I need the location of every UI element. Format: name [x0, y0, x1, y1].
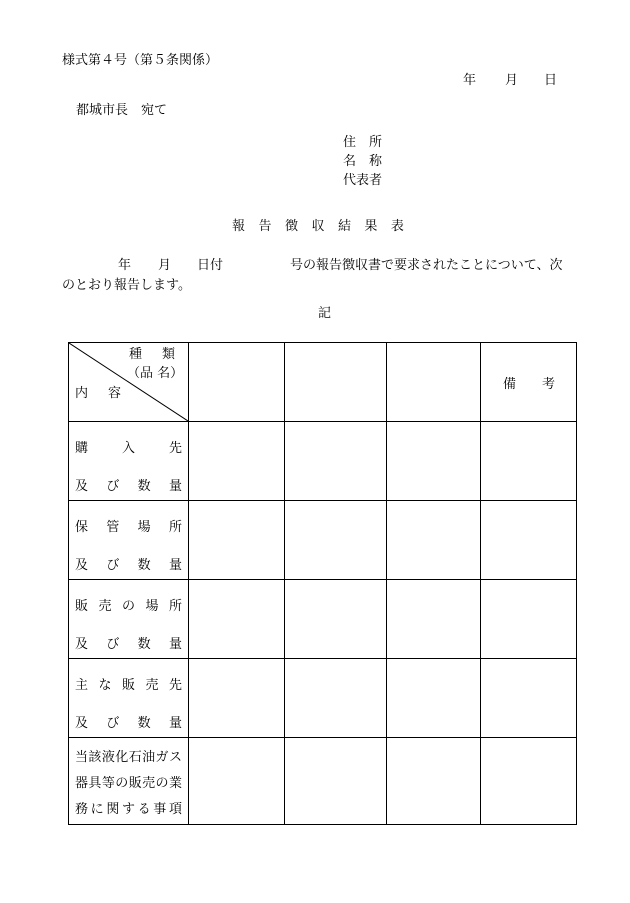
- row-label-char: 等: [101, 776, 115, 791]
- table-cell: [481, 422, 577, 501]
- row-label-char: 器: [75, 776, 89, 791]
- row-label-char: 項: [168, 802, 182, 817]
- row-label-char: の: [155, 776, 169, 791]
- remarks-label-char: 備: [503, 377, 517, 392]
- table-row: [69, 580, 577, 659]
- table-cell: [189, 501, 285, 580]
- content-label-char: 容: [107, 386, 121, 401]
- name-label-char: 称: [368, 154, 382, 169]
- row-label-line: [75, 554, 182, 573]
- table-cell: [285, 738, 387, 825]
- row-label-line: [75, 475, 182, 494]
- remarks-label-char: 考: [541, 377, 555, 392]
- table-cell: [387, 580, 481, 659]
- row-label-cell: [69, 501, 189, 580]
- report-table: [68, 342, 577, 825]
- row-label-char: 数: [137, 558, 151, 573]
- table-cell: [189, 422, 285, 501]
- representative-label: 代表者: [343, 173, 383, 188]
- row-label-char: 量: [168, 558, 182, 573]
- row-label-char: 関: [106, 802, 120, 817]
- table-cell: [387, 422, 481, 501]
- row-label-char: 化: [115, 750, 129, 765]
- table-cell: [387, 738, 481, 825]
- header-diagonal-cell: [69, 343, 189, 422]
- name-label: [343, 155, 382, 168]
- row-label-char: す: [121, 802, 135, 817]
- row-label-char: 量: [168, 716, 182, 731]
- table-cell: [285, 580, 387, 659]
- body-day: 日付: [197, 258, 224, 273]
- row-label-char: 売: [98, 599, 112, 614]
- row-label-char: 液: [101, 750, 115, 765]
- row-label-cell: [69, 659, 189, 738]
- row-label-line: [75, 712, 182, 731]
- row-label-char: 販: [128, 776, 142, 791]
- row-label-char: 販: [75, 599, 89, 614]
- table-cell: [189, 738, 285, 825]
- row-label-line: [75, 746, 182, 765]
- row-label-char: 場: [145, 599, 159, 614]
- type-label-char: 類: [161, 347, 175, 362]
- body-line1-rest: 号の報告徴収書で要求されたことについて、次: [290, 258, 563, 273]
- row-label-char: 数: [137, 716, 151, 731]
- table-cell: [285, 659, 387, 738]
- document-title: [232, 220, 404, 233]
- row-label-char: る: [137, 802, 151, 817]
- row-label-cell: [69, 580, 189, 659]
- table-cell: [285, 501, 387, 580]
- row-label-char: 務: [75, 802, 89, 817]
- table-row: [69, 422, 577, 501]
- row-label-line: [75, 516, 182, 535]
- table-cell: [387, 501, 481, 580]
- row-label-char: 主: [75, 678, 89, 693]
- row-label-char: 数: [137, 479, 151, 494]
- table-cell: [285, 422, 387, 501]
- row-label-char: 該: [88, 750, 102, 765]
- row-label-char: 数: [137, 637, 151, 652]
- row-label-char: ス: [168, 750, 182, 765]
- row-label-char: ガ: [155, 750, 169, 765]
- date-day-label: 日: [544, 73, 558, 88]
- ki-marker: 記: [318, 306, 332, 321]
- row-label-char: 管: [106, 520, 120, 535]
- name-label-char: 名: [343, 154, 357, 169]
- table-header-row: [69, 343, 577, 422]
- row-label-line: [75, 437, 182, 456]
- title-char: 表: [390, 219, 404, 234]
- row-label-char: 先: [168, 678, 182, 693]
- table-cell: [189, 580, 285, 659]
- row-label-char: 当: [75, 750, 89, 765]
- title-char: 果: [364, 219, 378, 234]
- row-label-char: 入: [121, 441, 135, 456]
- table-cell: [481, 580, 577, 659]
- row-label-char: 量: [168, 479, 182, 494]
- row-label-char: 業: [168, 776, 182, 791]
- table-row: [69, 738, 577, 825]
- table-cell: [189, 659, 285, 738]
- row-label-char: 石: [128, 750, 142, 765]
- table-cell: [481, 659, 577, 738]
- header-cell-blank: [189, 343, 285, 422]
- row-label-char: 所: [168, 520, 182, 535]
- addressee: 都城市長 宛て: [76, 103, 168, 118]
- row-label-char: 量: [168, 637, 182, 652]
- address-label-char: 住: [343, 135, 357, 150]
- header-cell-blank: [285, 343, 387, 422]
- form-number: 様式第４号（第５条関係）: [62, 53, 219, 68]
- remarks-header-cell: [481, 343, 577, 422]
- table-row: [69, 659, 577, 738]
- row-label-char: び: [106, 479, 120, 494]
- remarks-label: [503, 378, 555, 391]
- row-label-char: 及: [75, 637, 89, 652]
- row-label-line: [75, 674, 182, 693]
- title-char: 報: [232, 219, 246, 234]
- content-label-char: 内: [75, 386, 89, 401]
- row-label-char: 及: [75, 558, 89, 573]
- row-label-char: 販: [121, 678, 135, 693]
- table-row: [69, 501, 577, 580]
- row-label-char: 所: [168, 599, 182, 614]
- title-char: 告: [258, 219, 272, 234]
- row-label-char: び: [106, 716, 120, 731]
- date-month-label: 月: [505, 73, 519, 88]
- table-cell: [481, 501, 577, 580]
- type-label-char: 種: [129, 347, 143, 362]
- row-label-char: の: [121, 599, 135, 614]
- row-label-line: [75, 798, 182, 817]
- row-label-char: の: [115, 776, 129, 791]
- row-label-char: び: [106, 637, 120, 652]
- body-line2: のとおり報告します。: [62, 278, 191, 293]
- row-label-char: 売: [145, 678, 159, 693]
- address-label: [343, 136, 382, 149]
- date-year-label: 年: [463, 73, 477, 88]
- table-cell: [387, 659, 481, 738]
- row-label-char: 及: [75, 716, 89, 731]
- header-cell-blank: [387, 343, 481, 422]
- row-label-char: な: [98, 678, 112, 693]
- row-label-line: [75, 772, 182, 791]
- title-char: 結: [337, 219, 351, 234]
- body-year: 年: [118, 258, 132, 273]
- row-label-line: [75, 633, 182, 652]
- row-label-cell: [69, 422, 189, 501]
- row-label-line: [75, 595, 182, 614]
- row-label-char: 事: [153, 802, 167, 817]
- row-label-char: 場: [137, 520, 151, 535]
- row-label-char: 売: [142, 776, 156, 791]
- title-char: 収: [311, 219, 325, 234]
- row-label-char: 油: [142, 750, 156, 765]
- body-month: 月: [158, 258, 172, 273]
- row-label-char: に: [90, 802, 104, 817]
- content-label: [75, 387, 121, 400]
- row-label-char: 具: [88, 776, 102, 791]
- row-label-cell: [69, 738, 189, 825]
- row-label-char: 保: [75, 520, 89, 535]
- title-char: 徴: [284, 219, 298, 234]
- product-label: （品 名）: [127, 366, 184, 381]
- row-label-char: 購: [75, 441, 89, 456]
- row-label-char: 先: [168, 441, 182, 456]
- type-label: [129, 348, 175, 361]
- row-label-char: び: [106, 558, 120, 573]
- row-label-char: 及: [75, 479, 89, 494]
- table-cell: [481, 738, 577, 825]
- address-label-char: 所: [368, 135, 382, 150]
